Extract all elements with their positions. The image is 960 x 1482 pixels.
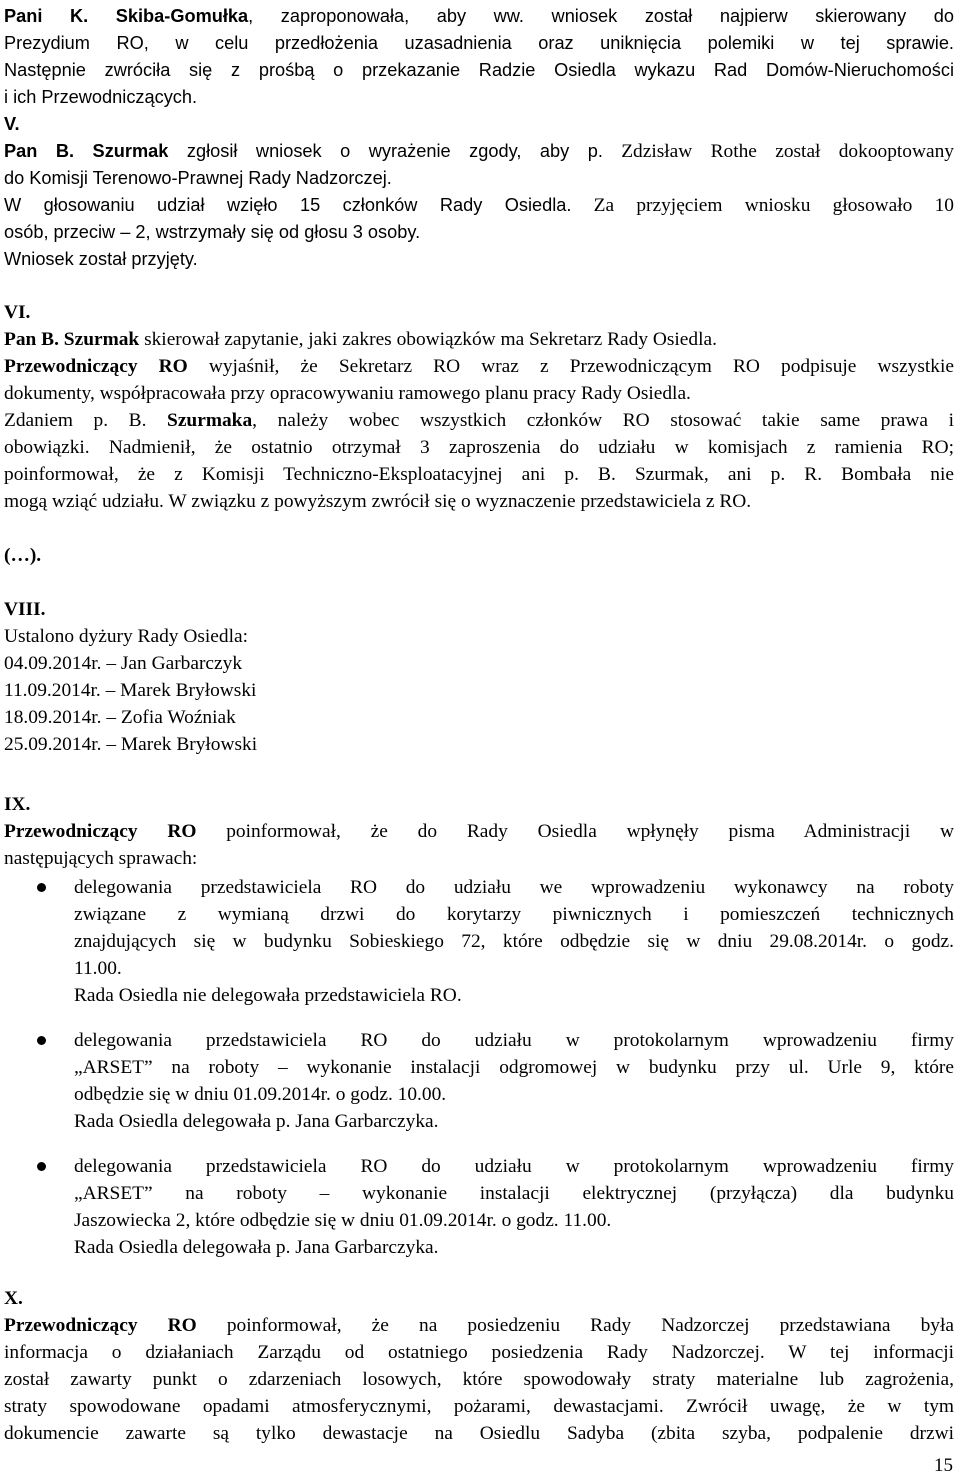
paragraph-line xyxy=(4,435,954,461)
paragraph-line xyxy=(4,192,954,218)
list-item-line: „ARSET” na roboty – wykonanie instalacji odgromowej w budynku przy ul. Urle 9, które xyxy=(74,1057,954,1078)
list-item-line: 11.00. xyxy=(74,958,122,979)
speaker-name: Pan B. Szurmak xyxy=(4,329,140,350)
duty-entry: 11.09.2014r. – Marek Bryłowski xyxy=(4,680,257,701)
duty-entry: 04.09.2014r. – Jan Garbarczyk xyxy=(4,653,243,674)
text: skierował zapytanie, jaki zakres obowiązków ma Sekretarz Rady Osiedla. xyxy=(139,329,717,350)
text: Nadmienił, że ostatnio otrzymał 3 zaproszenia do udziału w komisjach z ramienia RO; xyxy=(89,437,954,458)
paragraph-line: następujących sprawach: xyxy=(4,848,198,869)
duty-entry: 18.09.2014r. – Zofia Woźniak xyxy=(4,707,236,728)
heading-text: VIII. xyxy=(4,599,46,620)
heading-text: VI. xyxy=(4,302,31,323)
speaker-name: Szurmaka xyxy=(167,410,253,431)
ellipsis-marker xyxy=(4,543,954,569)
text: poinformował, że na posiedzeniu Rady Nadzorczej przedstawiana była xyxy=(196,1315,954,1336)
list-item-line: delegowania przedstawiciela RO do udziału w protokolarnym wprowadzeniu firmy xyxy=(74,1030,954,1051)
section-heading-v xyxy=(4,111,954,137)
paragraph-line: Wniosek został przyjęty. xyxy=(4,249,198,269)
page-number: 15 xyxy=(934,1455,953,1476)
duty-entry: 25.09.2014r. – Marek Bryłowski xyxy=(4,734,258,755)
text: obowiązki. xyxy=(4,437,90,458)
paragraph-line: Następnie zwróciła się z prośbą o przekazanie Radzie Osiedla wykazu Rad Domów-Nieruchomości xyxy=(4,60,954,80)
paragraph-line: i ich Przewodniczących. xyxy=(4,87,198,107)
paragraph-line: dokumencie zawarte są tylko dewastacje na Osiedlu Sadyba (zbita szyba, podpalenie drzwi xyxy=(4,1423,954,1444)
speaker-name: Przewodniczący RO xyxy=(4,821,197,842)
list-item-line: Rada Osiedla delegowała p. Jana Garbarczyka. xyxy=(74,1111,439,1132)
paragraph-line: straty spowodowane opadami atmosferycznymi, pożarami, dewastacjami. Zwrócił uwagę, że w tym xyxy=(4,1396,954,1417)
section-heading-ix xyxy=(4,792,954,818)
text: , należy wobec wszystkich członków RO stosować takie same prawa i xyxy=(252,410,954,431)
duty-list-title: Ustalono dyżury Rady Osiedla: xyxy=(4,626,248,647)
text: mogą wziąć udziału. xyxy=(4,491,164,512)
section-heading-viii xyxy=(4,597,954,623)
paragraph-line: osób, przeciw – 2, wstrzymały się od głosu 3 osoby. xyxy=(4,222,421,242)
section-heading-x xyxy=(4,1286,954,1312)
text: Zdzisław Rothe został dokooptowany xyxy=(602,141,954,162)
text: W głosowaniu udział wzięło 15 członków Rady Osiedla. xyxy=(4,195,572,215)
list-item-line: „ARSET” na roboty – wykonanie instalacji elektrycznej (przyłącza) dla budynku xyxy=(74,1183,954,1204)
text: , zaproponowała, aby ww. wniosek został najpierw skierowany do xyxy=(248,6,955,26)
paragraph-line xyxy=(4,819,954,845)
list-item-line: Rada Osiedla delegowała p. Jana Garbarczyka. xyxy=(74,1237,439,1258)
paragraph-line: dokumenty, współpracowała przy opracowywaniu ramowego planu pracy Rady Osiedla. xyxy=(4,383,691,404)
text: Zdaniem p. B. xyxy=(4,410,168,431)
list-item-line: delegowania przedstawiciela RO do udziału we wprowadzeniu wykonawcy na roboty xyxy=(74,877,954,898)
paragraph-line: Prezydium RO, w celu przedłożenia uzasadnienia oraz uniknięcia polemiki w tej sprawie. xyxy=(4,33,954,53)
paragraph-line xyxy=(4,1313,954,1339)
list-item-line: odbędzie się w dniu 01.09.2014r. o godz. 10.00. xyxy=(74,1084,447,1105)
paragraph-line: został zawarty punkt o zdarzeniach losowych, które spowodowały straty materialne lub zagrożenia, xyxy=(4,1369,954,1390)
section-heading-vi xyxy=(4,300,954,326)
heading-text: IX. xyxy=(4,794,31,815)
list-item-line: Rada Osiedla nie delegowała przedstawiciela RO. xyxy=(74,985,462,1006)
text: W związku z powyższym zwrócił się o wyznaczenie przedstawiciela z RO. xyxy=(163,491,752,512)
paragraph-line xyxy=(4,3,954,29)
paragraph-line xyxy=(4,327,954,353)
list-item-line: znajdujących się w budynku Sobieskiego 72, które odbędzie się w dniu 29.08.2014r. o godz. xyxy=(74,931,954,952)
paragraph-line: do Komisji Terenowo-Prawnej Rady Nadzorczej. xyxy=(4,168,392,188)
speaker-name: Przewodniczący RO xyxy=(4,356,188,377)
paragraph-line xyxy=(4,354,954,380)
paragraph-line xyxy=(4,489,954,515)
ellipsis-text: (…). xyxy=(4,545,42,566)
speaker-name: Pani K. Skiba-Gomułka xyxy=(4,6,249,26)
bullet-icon xyxy=(37,1036,46,1045)
text: Za przyjęciem wniosku głosowało 10 xyxy=(571,195,954,216)
text: zgłosił wniosek o wyrażenie zgody, aby p. xyxy=(168,141,603,161)
heading-text: V. xyxy=(4,114,20,134)
bullet-icon xyxy=(37,883,46,892)
bullet-icon xyxy=(37,1162,46,1171)
text: poinformował, że do Rady Osiedla wpłynęły pisma Administracji w xyxy=(196,821,954,842)
paragraph-line xyxy=(4,408,954,434)
paragraph-line: informacja o działaniach Zarządu od ostatniego posiedzenia Rady Nadzorczej. W tej informacji xyxy=(4,1342,954,1363)
paragraph-line xyxy=(4,138,954,164)
heading-text: X. xyxy=(4,1288,23,1309)
list-item-line: Jaszowiecka 2, które odbędzie się w dniu 01.09.2014r. o godz. 11.00. xyxy=(74,1210,612,1231)
list-item-line: delegowania przedstawiciela RO do udziału w protokolarnym wprowadzeniu firmy xyxy=(74,1156,954,1177)
text: wyjaśnił, że Sekretarz RO wraz z Przewodniczącym RO podpisuje wszystkie xyxy=(187,356,954,377)
paragraph-line: poinformował, że z Komisji Techniczno-Eksploatacyjnej ani p. B. Szurmak, ani p. R. Bombała nie xyxy=(4,464,954,485)
speaker-name: Przewodniczący RO xyxy=(4,1315,197,1336)
list-item-line: związane z wymianą drzwi do korytarzy piwnicznych i pomieszczeń technicznych xyxy=(74,904,954,925)
speaker-name: Pan B. Szurmak xyxy=(4,141,169,161)
